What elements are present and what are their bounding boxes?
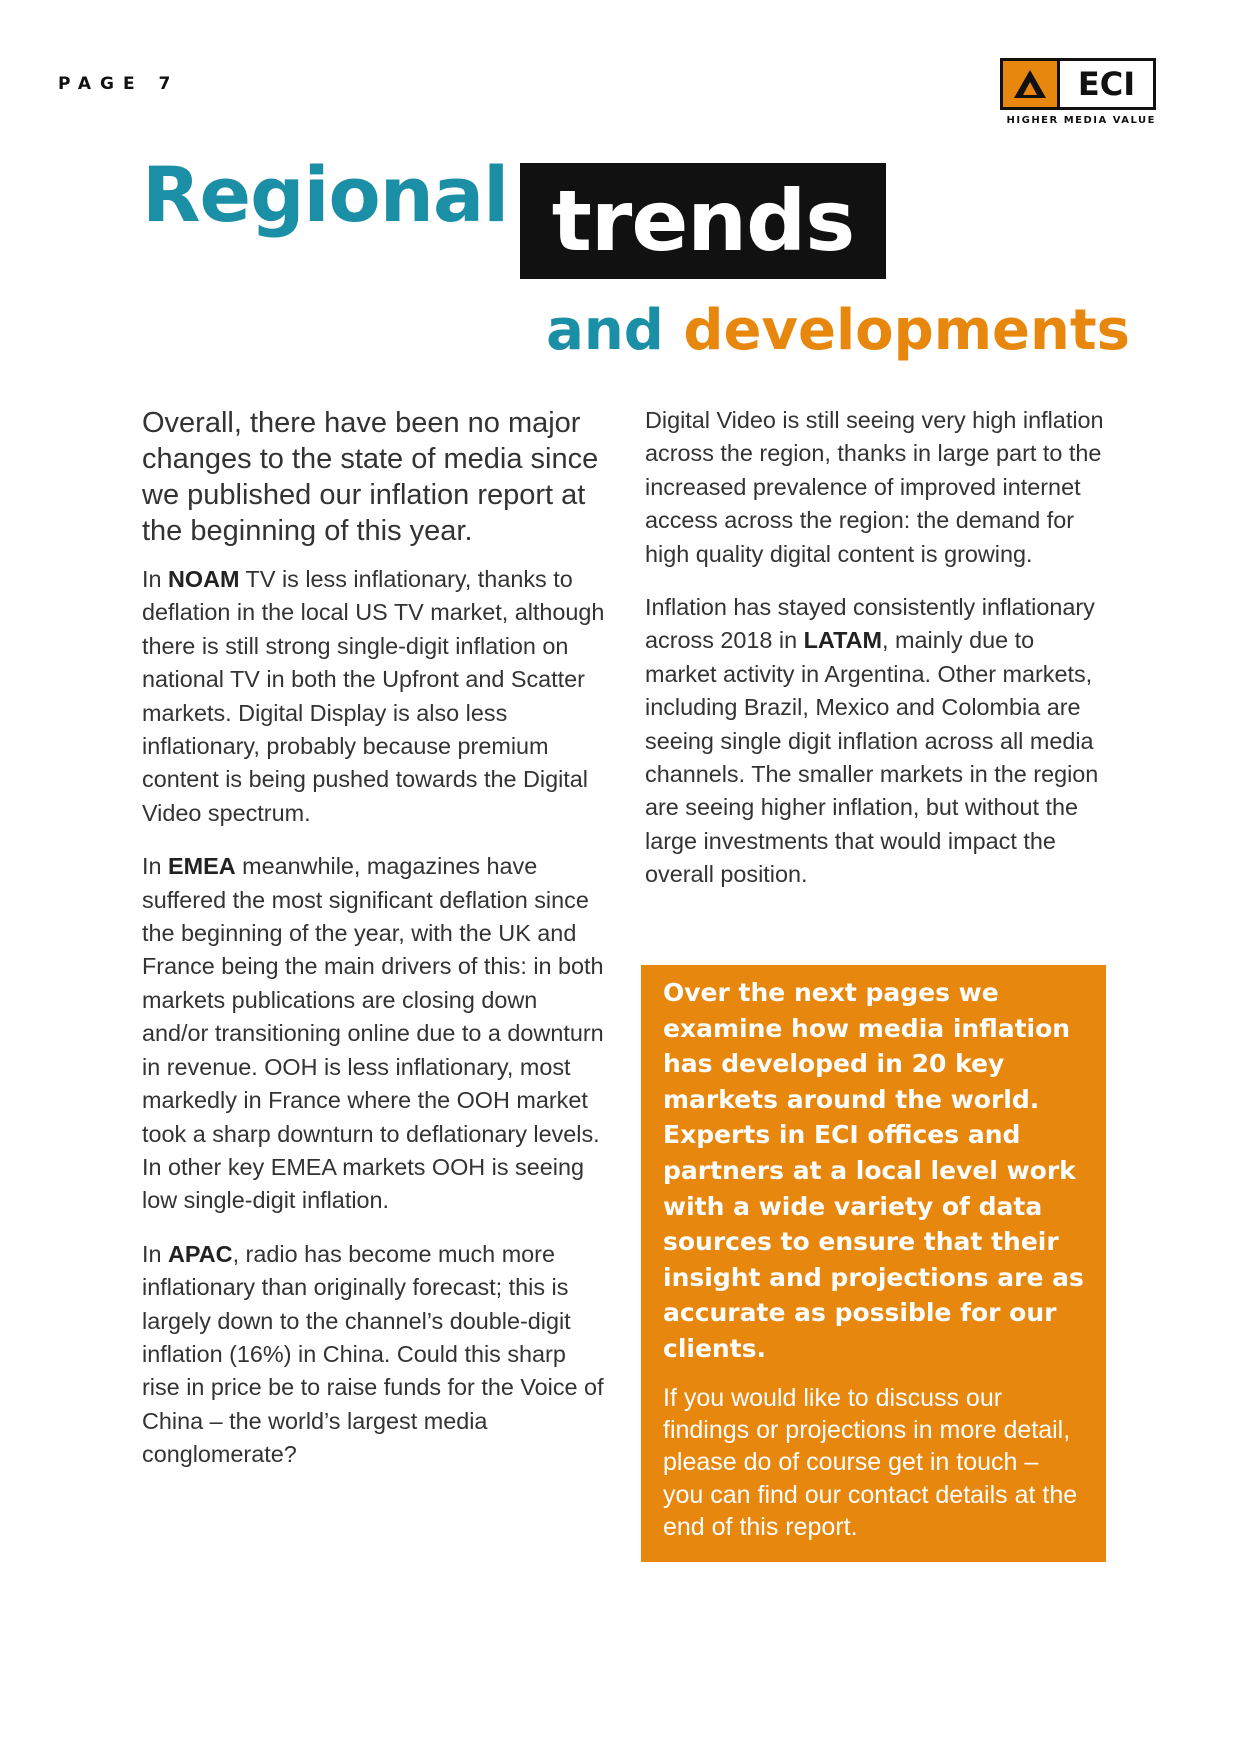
title-regional: Regional bbox=[142, 150, 509, 239]
logo-text: ECI bbox=[1057, 61, 1153, 107]
eci-logo bbox=[1000, 58, 1162, 126]
region-emea: EMEA bbox=[168, 853, 236, 880]
page-number: PAGE 7 bbox=[58, 74, 180, 94]
title-trends: trends bbox=[520, 163, 886, 279]
title-developments: developments bbox=[683, 298, 1130, 363]
triangle-logo-icon bbox=[1003, 61, 1057, 107]
callout-bold-text: Over the next pages we examine how media inflation has developed in 20 key markets around the world. Experts in ECI offices and partners at a local level work with a wide variety of data sources to ensure that their insight and projections are as accurate as possible for our clients. bbox=[663, 978, 1084, 1363]
logo-tagline: HIGHER MEDIA VALUE bbox=[1006, 115, 1156, 126]
callout-contact-text: If you would like to discuss our findings or projections in more detail, please do of course get in touch – you can find our contact details at the end of this report. bbox=[663, 1383, 1078, 1542]
latam-paragraph: Inflation has stayed consistently inflationary across 2018 in LATAM, mainly due to market activity in Argentina. Other markets, including Brazil, Mexico and Colombia are seeing single digit inflation across all media channels. The smaller markets in the region are seeing higher inflation, but without the large investments that would impact the overall position. bbox=[645, 594, 1099, 888]
noam-paragraph: In NOAM TV is less inflationary, thanks to deflation in the local US TV market, although there is still strong single-digit inflation on national TV in both the Upfront and Scatter markets. Digital Display is also less inflationary, probably because premium content is being pushed towards the Digital Video spectrum. bbox=[142, 566, 605, 826]
callout-box bbox=[641, 965, 1106, 1562]
logo-box bbox=[1000, 58, 1156, 110]
region-latam: LATAM bbox=[803, 627, 883, 654]
digital-video-paragraph: Digital Video is still seeing very high inflation across the region, thanks in large part to the increased prevalence of improved internet access across the region: the demand for high quality digital content is growing. bbox=[645, 407, 1104, 567]
intro-paragraph: Overall, there have been no major changes to the state of media since we published our inflation report at the beginning of this year. bbox=[142, 407, 599, 547]
region-apac: APAC bbox=[168, 1240, 233, 1267]
right-column bbox=[645, 404, 1110, 912]
title-subtitle bbox=[546, 298, 1130, 363]
region-noam: NOAM bbox=[168, 566, 240, 592]
apac-paragraph: In APAC, radio has become much more inflationary than originally forecast; this is largely down to the channel’s double-digit inflation (16%) in China. Could this sharp rise in price be to raise funds for the Voice of China – the world’s largest media conglomerate? bbox=[142, 1240, 604, 1468]
left-column bbox=[142, 405, 607, 1492]
title-and: and bbox=[546, 298, 664, 363]
emea-paragraph: In EMEA meanwhile, magazines have suffered the most significant deflation since the beginning of the year, with the UK and France being the main drivers of this: in both markets publications are closing down and/or transitioning online due to a downturn in revenue. OOH is less inflationary, most markedly in France where the OOH market took a sharp downturn to deflationary levels. In other key EMEA markets OOH is seeing low single-digit inflation. bbox=[142, 853, 604, 1214]
